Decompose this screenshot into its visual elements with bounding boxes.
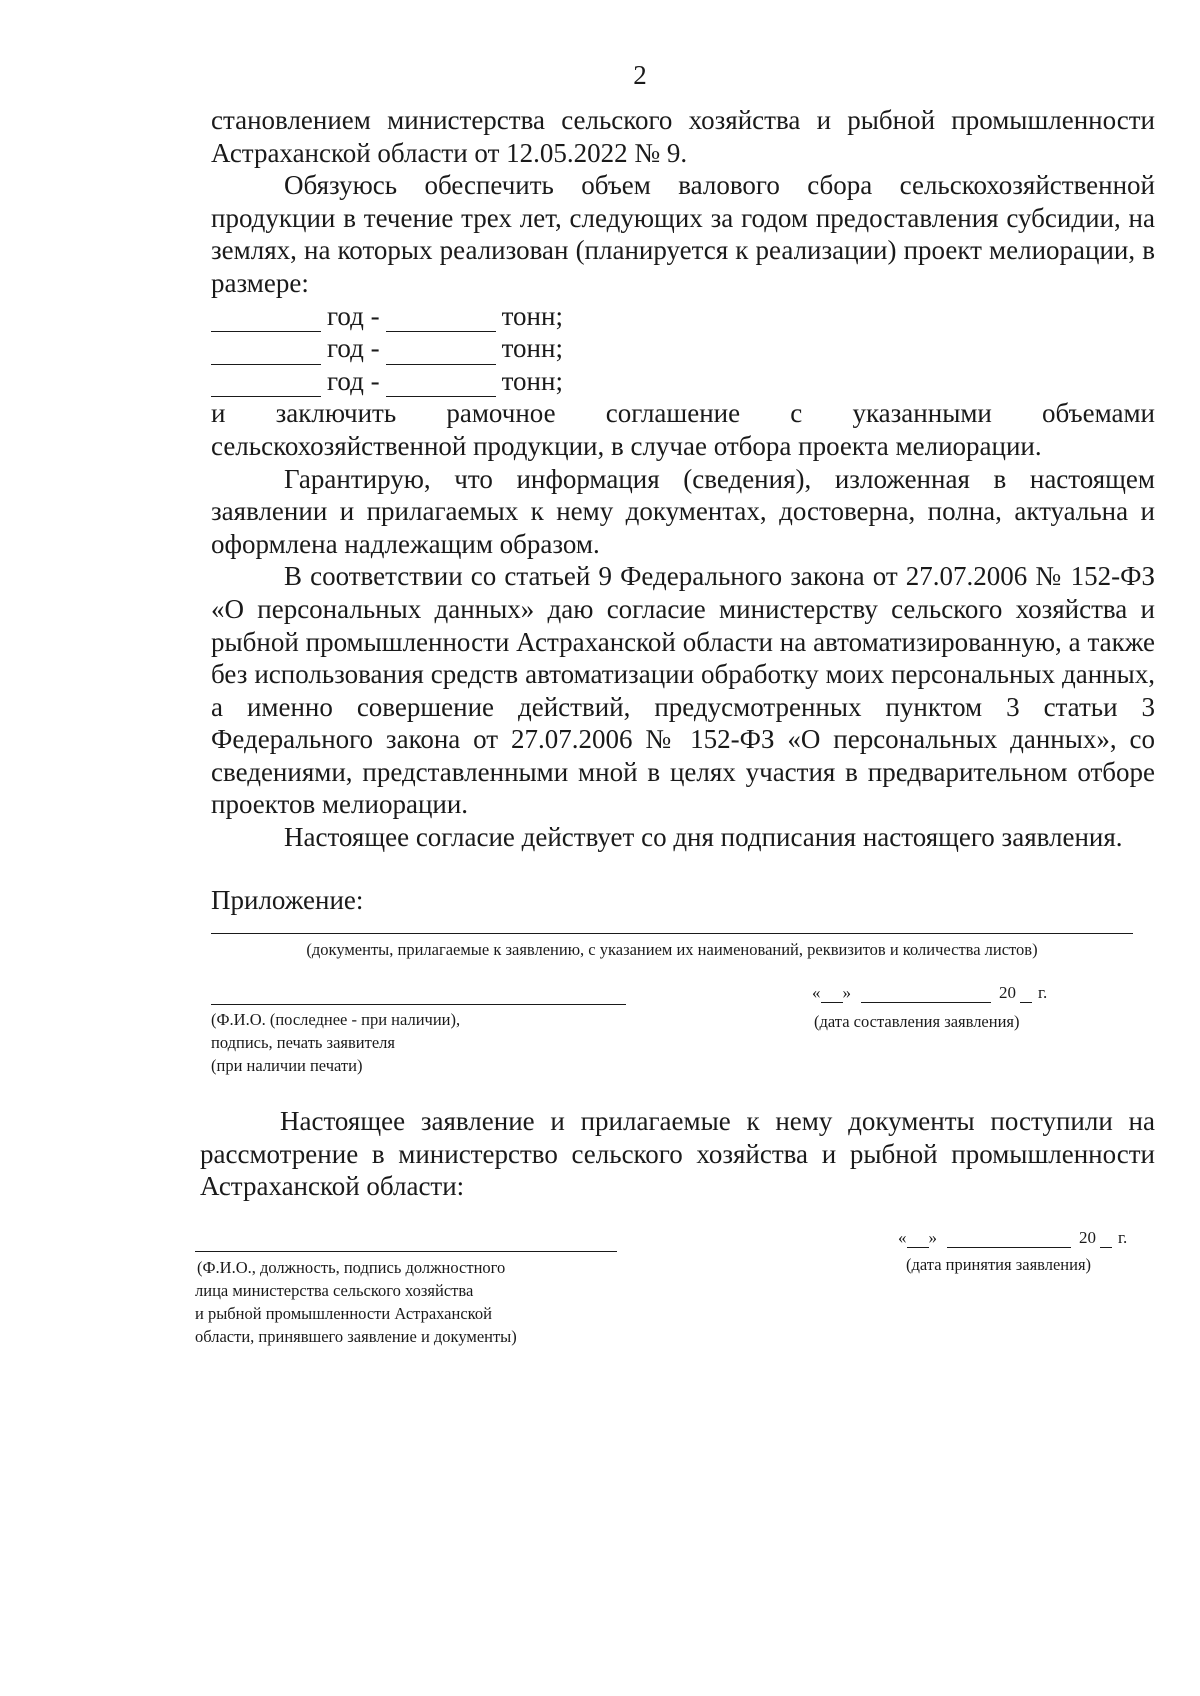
caption-line: подпись, печать заявителя: [211, 1033, 395, 1052]
day-blank[interactable]: [907, 1233, 929, 1248]
unit-word: тонн;: [501, 365, 563, 396]
attachment-label: Приложение:: [211, 885, 364, 915]
year-suffix: г.: [1118, 1228, 1128, 1247]
harvest-fill-row: [211, 300, 1155, 333]
year-blank[interactable]: [211, 342, 321, 365]
paragraph-consent-validity: Настоящее согласие действует со дня подписания настоящего заявления.: [284, 822, 1123, 853]
tonnage-blank[interactable]: [386, 309, 496, 332]
month-blank[interactable]: [947, 1233, 1071, 1248]
paragraph-continuation: становлением министерства сельского хозяйства и рыбной промышленности Астраханской области от 12.05.2022 № 9.: [211, 105, 1155, 168]
official-signature-caption: [195, 1256, 517, 1348]
caption-line: (Ф.И.О., должность, подпись должностного: [197, 1258, 506, 1277]
day-blank[interactable]: [821, 988, 843, 1003]
tonnage-blank[interactable]: [386, 374, 496, 397]
date-quote-open: «: [812, 983, 821, 1002]
application-date-caption: (дата составления заявления): [814, 1012, 1020, 1031]
year-prefix: 20: [999, 983, 1016, 1002]
caption-line: (при наличии печати): [211, 1056, 363, 1075]
unit-word: тонн;: [501, 333, 563, 364]
year-blank[interactable]: [211, 309, 321, 332]
paragraph-personal-data-consent: В соответствии со статьей 9 Федерального закона от 27.07.2006 № 152-ФЗ «О персональных данных» даю согласие министерству сельского хозяйства и рыбной промышленности Астраханской области на автоматизированную, а также без использования средств автоматизации обработку моих персональных данных, а именно совершение действий, предусмотренных пунктом 3 статьи 3 Федерального закона от 27.07.2006 № 152-ФЗ «О персональных данных», со сведениями, представленными мной в целях участия в предварительном отборе проектов мелиорации.: [211, 561, 1155, 820]
acceptance-date-caption: (дата принятия заявления): [906, 1255, 1092, 1274]
year-prefix: 20: [1079, 1228, 1096, 1247]
harvest-fill-row: [211, 365, 1155, 398]
tonnage-blank[interactable]: [386, 342, 496, 365]
year-blank[interactable]: [211, 374, 321, 397]
date-quote-close: »: [928, 1228, 937, 1247]
applicant-signature-line[interactable]: [211, 1004, 626, 1005]
main-text: [211, 104, 1155, 854]
paragraph-framework-agreement: и заключить рамочное соглашение с указанными объемами сельскохозяйственной продукции, в случае отбора проекта мелиорации.: [211, 398, 1155, 461]
page-number: 2: [633, 60, 647, 90]
paragraph-receipt: Настоящее заявление и прилагаемые к нему документы поступили на рассмотрение в министерство сельского хозяйства и рыбной промышленности Астраханской области:: [200, 1106, 1155, 1202]
paragraph-guarantee: Гарантирую, что информация (сведения), изложенная в настоящем заявлении и прилагаемых к нему документах, достоверна, полна, актуальна и оформлена надлежащим образом.: [211, 463, 1155, 559]
official-signature-line[interactable]: [195, 1251, 617, 1252]
harvest-fill-row: [211, 332, 1155, 365]
paragraph-obligation: Обязуюсь обеспечить объем валового сбора сельскохозяйственной продукции в течение трех лет, следующих за годом предоставления субсидии, на землях, на которых реализован (планируется к реализации) проект мелиорации, в размере:: [211, 170, 1155, 298]
month-blank[interactable]: [861, 988, 991, 1003]
year-blank[interactable]: [1100, 1233, 1112, 1248]
date-quote-close: »: [842, 983, 851, 1002]
year-suffix: г.: [1038, 983, 1048, 1002]
applicant-signature-caption: [211, 1008, 460, 1077]
year-blank[interactable]: [1020, 988, 1032, 1003]
acceptance-date: [898, 1228, 1127, 1248]
harvest-fill-rows: [211, 300, 1155, 398]
year-word: год -: [327, 300, 380, 331]
year-word: год -: [327, 365, 380, 396]
caption-line: (Ф.И.О. (последнее - при наличии),: [211, 1010, 461, 1029]
date-quote-open: «: [898, 1228, 907, 1247]
caption-line: лица министерства сельского хозяйства: [195, 1281, 474, 1300]
year-word: год -: [327, 333, 380, 364]
receipt-text: [200, 1105, 1155, 1203]
application-date: [812, 983, 1047, 1003]
caption-line: области, принявшего заявление и документы): [195, 1327, 517, 1346]
attachment-line[interactable]: [211, 933, 1133, 934]
unit-word: тонн;: [501, 300, 563, 331]
attachment-caption: (документы, прилагаемые к заявлению, с указанием их наименований, реквизитов и количества листов): [306, 940, 1038, 959]
caption-line: и рыбной промышленности Астраханской: [195, 1304, 492, 1323]
